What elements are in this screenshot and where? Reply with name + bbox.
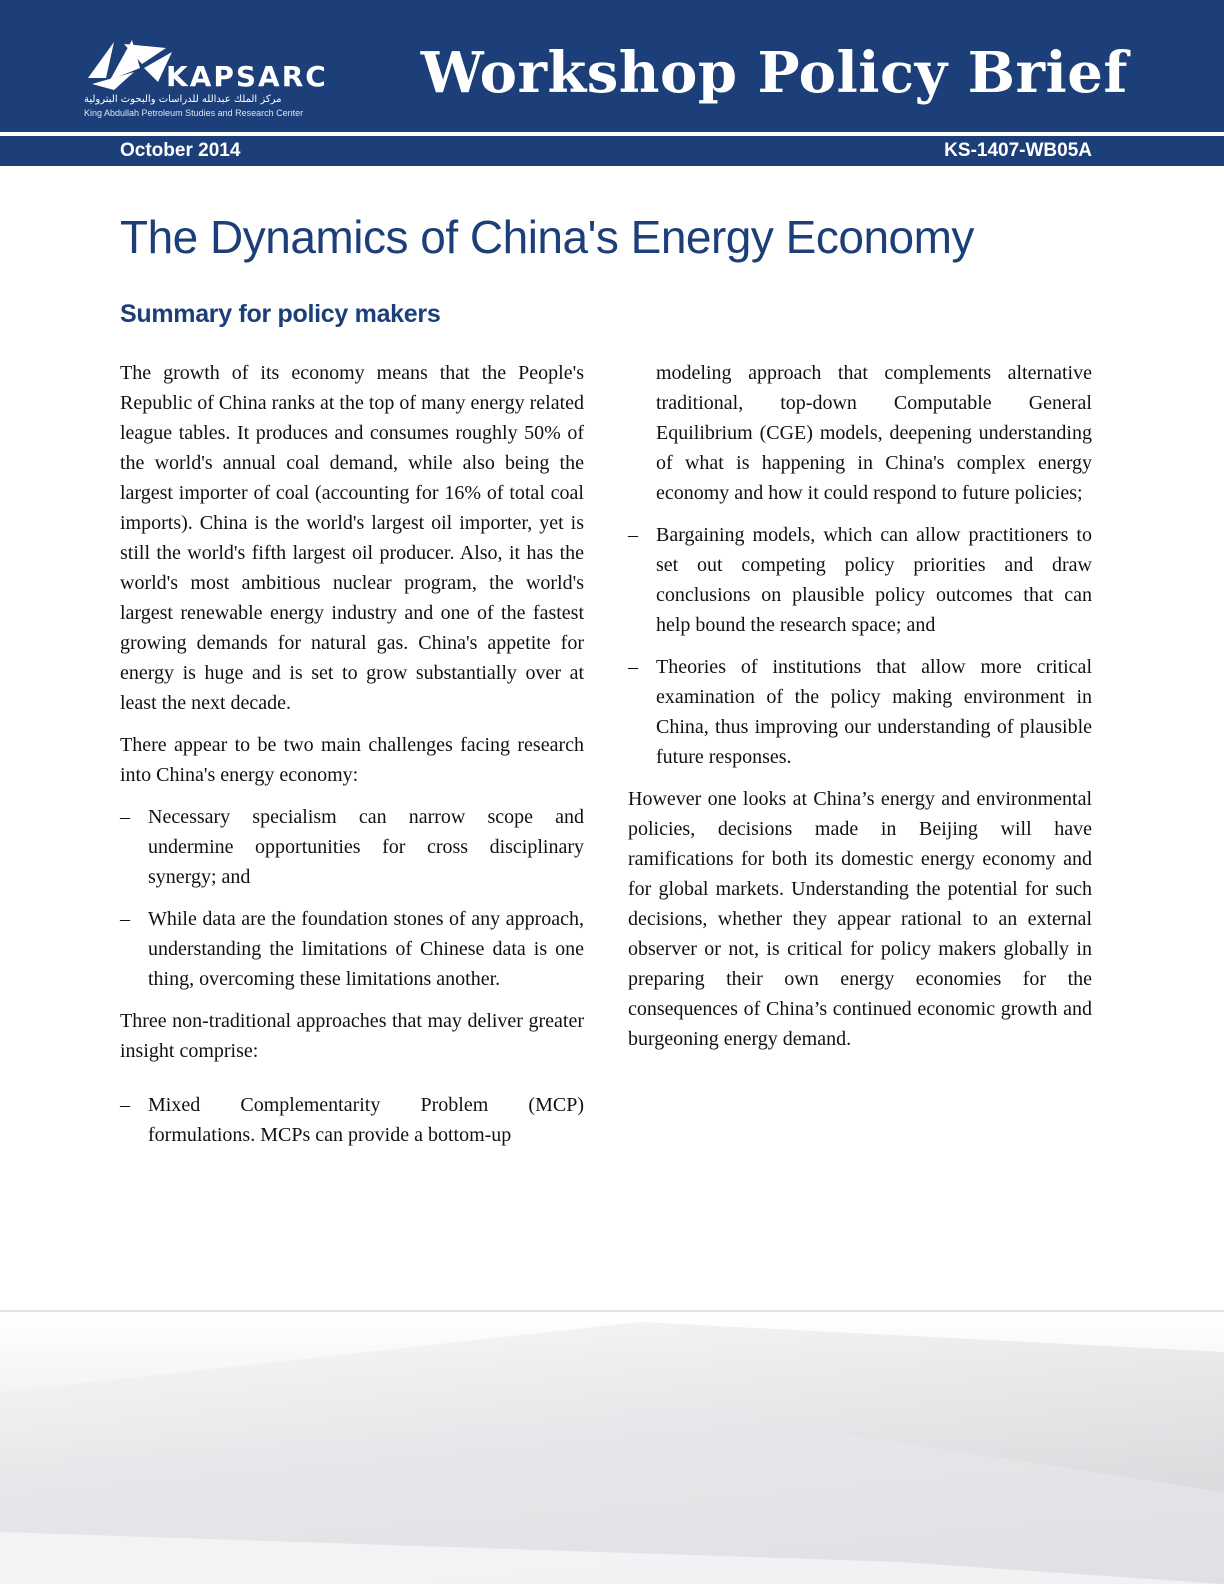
list-item [120, 802, 584, 892]
approaches-list [120, 1090, 584, 1150]
bullet-dash: – [628, 524, 638, 546]
list-item-continued [628, 358, 1092, 508]
paragraph-challenges: There appear to be two main challenges facing research into China's energy economy: [120, 734, 584, 786]
list-item-text: Bargaining models, which can allow practitioners to set out competing policy priorities and draw conclusions on plausible policy outcomes that can help bound the research space; and [656, 524, 1092, 636]
list-item [628, 652, 1092, 772]
footer-decoration [0, 1312, 1224, 1584]
kapsarc-logo-icon [84, 38, 174, 98]
document-code: KS-1407-WB05A [944, 140, 1092, 161]
list-item [120, 904, 584, 994]
logo-english-name: King Abdullah Petroleum Studies and Research Center [84, 108, 304, 118]
right-column [628, 358, 1092, 1066]
list-item-text: modeling approach that complements alternative traditional, top-down Computable General Equilibrium (CGE) models, deepening understanding of what is happening in China's complex energy economy and how it could respond to future policies; [656, 362, 1092, 504]
logo-arabic-name: مركز الملك عبدالله للدراسات والبحوث البترولية [84, 94, 282, 105]
bullet-dash: – [120, 908, 130, 930]
left-column [120, 358, 584, 1162]
kapsarc-logo [84, 38, 344, 120]
bullet-dash: – [628, 656, 638, 678]
page-title: The Dynamics of China's Energy Economy [120, 211, 974, 263]
publication-date: October 2014 [120, 140, 241, 161]
list-item [120, 1090, 584, 1150]
list-item-text: Necessary specialism can narrow scope and undermine opportunities for cross disciplinary synergy; and [148, 806, 584, 888]
challenges-list [120, 802, 584, 994]
paragraph-conclusion: However one looks at China’s energy and environmental policies, decisions made in Beijing will have ramifications for both its domestic energy economy and for global markets. Understanding the potential for such decisions, whether they appear rational to an external observer or not, is critical for policy makers globally in preparing their own energy economies for the consequences of China’s continued economic growth and burgeoning energy demand. [628, 788, 1092, 1050]
bullet-dash: – [120, 806, 130, 828]
logo-wordmark: KAPSARC [166, 60, 328, 93]
brief-type-title: Workshop Policy Brief [420, 40, 1128, 106]
section-heading: Summary for policy makers [120, 300, 441, 328]
bullet-dash: – [120, 1094, 130, 1116]
approaches-list-continued [628, 358, 1092, 772]
list-item-text: Theories of institutions that allow more critical examination of the policy making environment in China, thus improving our understanding of plausible future responses. [656, 656, 1092, 768]
paragraph-intro: The growth of its economy means that the People's Republic of China ranks at the top of many energy related league tables. It produces and consumes roughly 50% of the world's annual coal demand, while also being the largest importer of coal (accounting for 16% of total coal imports). China is the world's largest oil importer, yet is still the world's fifth largest oil producer. Also, it has the world's most ambitious nuclear program, the world's largest renewable energy industry and one of the fastest growing demands for natural gas. China's appetite for energy is huge and is set to grow substantially over at least the next decade. [120, 362, 584, 714]
paragraph-approaches: Three non-traditional approaches that may deliver greater insight comprise: [120, 1010, 584, 1062]
list-item-text: Mixed Complementarity Problem (MCP) formulations. MCPs can provide a bottom-up [148, 1094, 584, 1146]
list-item [628, 520, 1092, 640]
list-item-text: While data are the foundation stones of any approach, understanding the limitations of Chinese data is one thing, overcoming these limitations another. [148, 908, 584, 990]
